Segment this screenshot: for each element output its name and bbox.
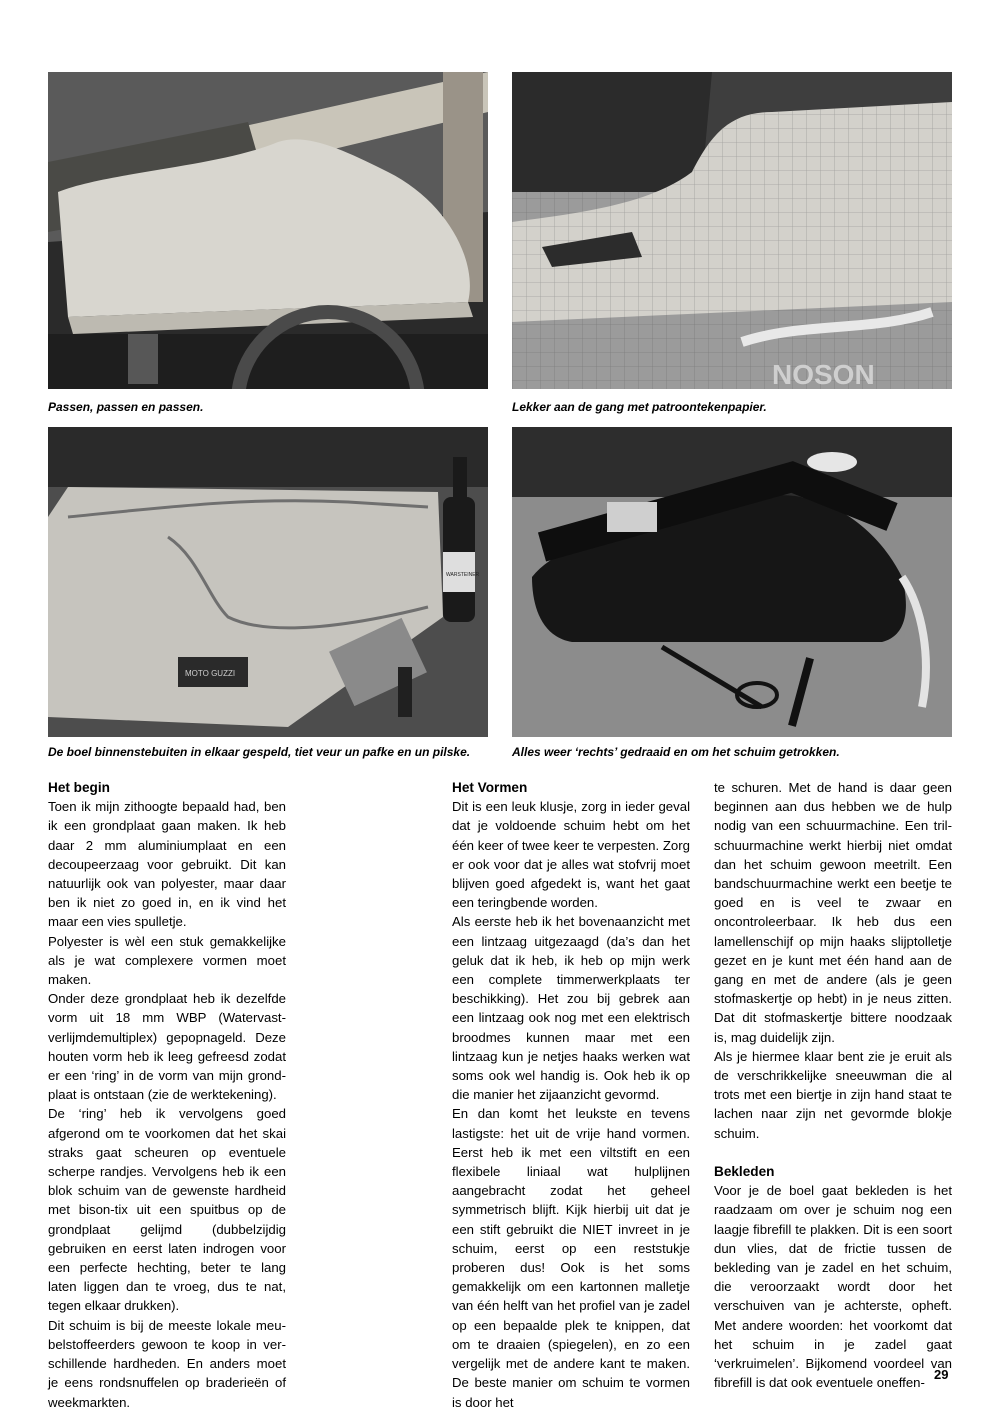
caption-photo-1: Passen, passen en passen. xyxy=(48,400,204,414)
column-3 xyxy=(714,778,952,1392)
paragraph: Toen ik mijn zithoogte bepaald had, ben ik een grondplaat gaan maken. Ik heb daar 2 mm aluminiumplaat en een decoupeerzaag voor gebruikt. Dit kan natuurlijk ook van polyester, maar daar ben ik niet zo goed in, en ik vind het maar een vies spulletje. xyxy=(48,799,286,930)
paragraph: Dit is een leuk klusje, zorg in ieder geval dat je voldoende schuim hebt om het één keer of twee keer te verpesten. Zorg er ook voor dat je alles wat stofvrij moet blijven goed afgedekt is, want het gaat een teringbende worden. xyxy=(452,799,690,911)
beer-label: WARSTEINER xyxy=(446,572,480,578)
paragraph: Polyester is wèl een stuk gemakkelijke als je wat complexere vormen moet maken. xyxy=(48,933,286,988)
paragraph: Onder deze grondplaat heb ik dezelfde vorm uit 18 mm WBP (Watervastverlijmdemultiplex) gepopnageld. Deze houten vorm heb ik leeg gefreesd zodat er een ‘ring’ in de vorm van mijn grondplaat is ontstaan (zie de werktekening). xyxy=(48,991,286,1103)
paragraph: De ‘ring’ heb ik vervolgens goed afgerond om te voorkomen dat het skai straks gaat scheuren op eventuele scherpe randjes. Vervolgens heb ik een blok schuim van de gewenste hardheid met bison-tix uit een spuitbus op de grondplaat gelijmd (dubbelzijdig gebruiken en eerst laten indrogen voor een perfecte hechting, beter te lang laten liggen dan te vroeg, dus te nat, tegen elkaar drukken). xyxy=(48,1106,286,1314)
photo-pattern-paper xyxy=(512,72,952,389)
page-number: 29 xyxy=(934,1367,949,1382)
heading-het-vormen: Het Vormen xyxy=(452,780,528,795)
heading-het-begin: Het begin xyxy=(48,780,110,795)
column-2 xyxy=(452,778,690,1412)
paragraph: Als je hiermee klaar bent zie je eruit als de verschrikkelijke sneeuwman die al trots met een biertje in zijn hand staat te lachen naar zijn net gevormde blokje schuim. xyxy=(714,1048,952,1141)
paragraph: te schuren. Met de hand is daar geen beginnen aan dus hebben we de hulp nodig van een schuurmachine. Een trilschuurmachine werkt hierbij niet omdat dan het schuim gewoon meetrilt. Een bandschuurmachine werkt een beetje te goed en is veel te zwaar en oncontroleerbaar. Ik heb dus een lamellenschijf op mijn haaks slijptolletje gezet en je kunt met één hand aan de gang en met de andere (als je geen stofmaskertje op hebt) in je neus zitten. Dat dit stofmaskertje bittere noodzaak is, mag duidelijk zijn. xyxy=(714,780,952,1045)
caption-photo-2: Lekker aan de gang met patroontekenpapier. xyxy=(512,400,767,414)
heading-bekleden: Bekleden xyxy=(714,1164,775,1180)
paragraph: En dan komt het leukste en tevens lastigste: het uit de vrije hand vormen. Eerst heb ik met een viltstift en een flexibele liniaal wat hulplijnen aangebracht zodat het geheel symmetrisch blijft. Kijk hierbij uit dat je een stift gebruikt die NIET invreet in je schuim, eerst op een reststukje proberen dus! Ook is het soms gemakkelijk om een kartonnen malletje van één helft van het profiel van je zadel op een bepaalde plek te knippen, dat om te draaien (spiegelen), en zo een vergelijk met de andere kant te maken. De beste manier om schuim te vormen is door het xyxy=(452,1106,690,1410)
caption-photo-4: Alles weer ‘rechts’ gedraaid en om het schuim getrokken. xyxy=(512,745,840,759)
photo-foam-seat-blank xyxy=(48,72,488,389)
caption-photo-3: De boel binnenstebuiten in elkaar gespeld, tiet veur un pafke en un pilske. xyxy=(48,745,471,759)
photo-finished-cover xyxy=(512,427,952,737)
column-1 xyxy=(48,778,286,1412)
badge-label: MOTO GUZZI xyxy=(185,669,236,678)
photo-cover-pinned xyxy=(48,427,488,737)
paragraph: Dit schuim is bij de meeste lokale meubelstoffeerders gewoon te koop in verschillende hardheden. En anders moet je eens rondsnuffelen op braderieën of weekmarkten. xyxy=(48,1317,286,1410)
paragraph: Als eerste heb ik het bovenaanzicht met een lintzaag uitgezaagd (da’s dan het geluk dat ik heb, ik heb op mijn werk een complete timmerwerkplaats ter beschikking). Het zou bij gebrek aan een lintzaag ook nog met een elektrisch broodmes kunnen maar met een lintzaag kun je netjes haaks werken wat soms ook wel handig is. Ook heb ik op die manier het zijaanzicht gevormd. xyxy=(452,914,690,1103)
paragraph: Voor je de boel gaat bekleden is het raadzaam om over je schuim nog een laagje fibrefill te plakken. Dit is een soort dun vlies, dat de frictie tussen de bekleding van je zadel en het schuim, die veroorzaakt wordt door het verschuiven van je achterste, opheft. Met andere woorden: het voorkomt dat het schuim in je zadel gaat ‘verkruimelen’. Bijkomend voordeel van fibrefill is dat ook eventuele oneffen- xyxy=(714,1183,952,1391)
wrap-text-label: NOSON xyxy=(772,359,875,389)
